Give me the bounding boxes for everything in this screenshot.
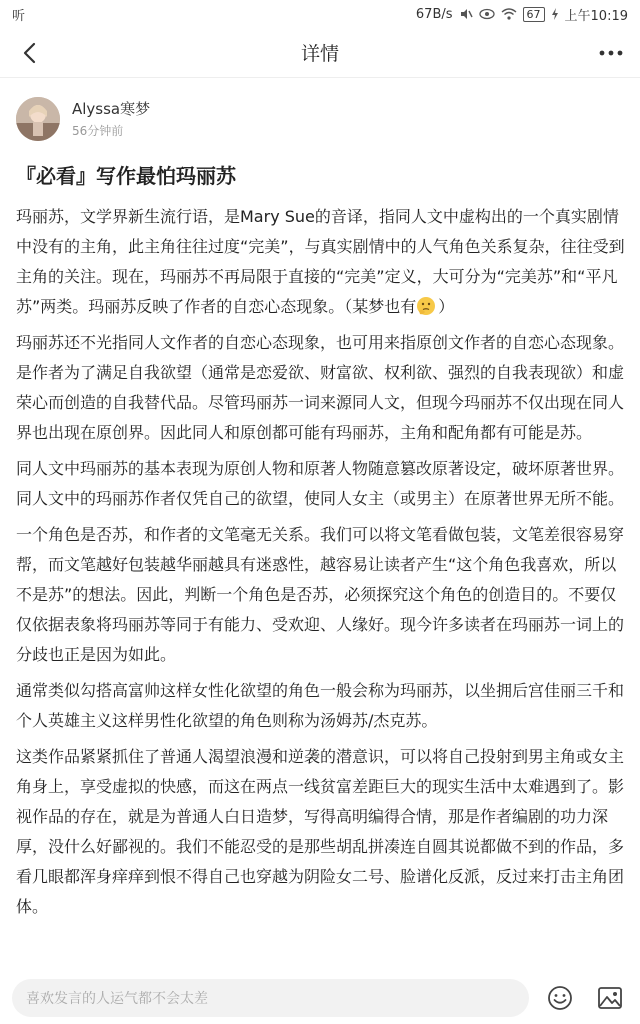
post-paragraph: 玛丽苏还不光指同人文作者的自恋心态现象，也可用来指原创文作者的自恋心态现象。是作者为了满足自我欲望（通常是恋爱欲、财富欲、权利欲、强烈的自我表现欲）和虚荣心而创造的自我替代品。尽管玛丽苏一词来源同人文，但现今玛丽苏不仅出现在同人界也出现在原创界。因此同人和原创都可能有玛丽苏，主角和配角都有可能是苏。 bbox=[16, 333, 625, 442]
mute-icon bbox=[459, 7, 473, 21]
battery-indicator: 67 bbox=[523, 7, 545, 22]
paragraph-text: 玛丽苏，文学界新生流行语，是Mary Sue的音译，指同人文中虚构出的一个真实剧情中没有的主角，此主角往往过度“完美”，与真实剧情中的人气角色关系复杂，往往受到主角的关注。现在，玛丽苏不再局限于直接的“完美”定义，大可分为“完美苏”和“平凡苏”两类。玛丽苏反映了作者的自恋心态现象。（某梦也有 bbox=[16, 207, 625, 316]
status-bar bbox=[0, 0, 640, 28]
post-paragraph: 一个角色是否苏，和作者的文笔毫无关系。我们可以将文笔看做包装，文笔差很容易穿帮，而文笔越好包装越华丽越具有迷惑性，越容易让读者产生“这个角色我喜欢，所以不是苏”的想法。因此，判断一个角色是否苏，必须探究这个角色的创造目的。不要仅仅依据表象将玛丽苏等同于有能力、受欢迎、人缘好。现今许多读者在玛丽苏一词上的分歧也正是因为如此。 bbox=[16, 525, 625, 664]
comment-input[interactable] bbox=[12, 979, 529, 1017]
thinking-face-icon bbox=[416, 296, 436, 316]
emoji-button[interactable] bbox=[543, 980, 579, 1016]
charging-icon bbox=[551, 8, 559, 20]
paragraph-tail: ） bbox=[438, 297, 455, 316]
nav-bar bbox=[0, 28, 640, 78]
network-speed: 67B/s bbox=[415, 6, 453, 22]
more-button[interactable] bbox=[596, 38, 626, 68]
smiley-icon bbox=[547, 985, 573, 1011]
more-dots-icon bbox=[599, 50, 623, 56]
post-body bbox=[16, 202, 626, 928]
avatar-image bbox=[16, 97, 60, 141]
post-paragraph bbox=[16, 202, 626, 322]
post-paragraph: 通常类似勾搭高富帅这样女性化欲望的角色一般会称为玛丽苏，以坐拥后宫佳丽三千和个人英雄主义这样男性化欲望的角色则称为汤姆苏/杰克苏。 bbox=[16, 681, 625, 730]
image-button[interactable] bbox=[592, 980, 628, 1016]
post-time: 56分钟前 bbox=[72, 123, 124, 138]
post-paragraph: 这类作品紧紧抓住了普通人渴望浪漫和逆袭的潜意识，可以将自己投射到男主角或女主角身上，享受虚拟的快感，而这在两点一线贫富差距巨大的现实生活中太难遇到了。影视作品的存在，就是为普通人白日造梦，写得高明编得合情，那是作者编剧的功力深厚，没什么好鄙视的。我们不能忍受的是那些胡乱拼凑连自圆其说都做不到的作品，多看几眼都浑身痒痒到恨不得自己也穿越为阴险女二号、脸谱化反派，反过来打击主角团体。 bbox=[16, 747, 625, 916]
chevron-left-icon bbox=[22, 42, 36, 64]
back-button[interactable] bbox=[14, 38, 44, 68]
page-title: 详情 bbox=[300, 43, 339, 65]
status-left bbox=[12, 5, 25, 24]
status-right bbox=[416, 5, 628, 24]
image-icon bbox=[597, 986, 623, 1010]
wifi-icon bbox=[501, 8, 517, 20]
status-time: 上午10:19 bbox=[564, 8, 628, 24]
author-name[interactable]: Alyssa寒梦 bbox=[72, 99, 151, 118]
post-paragraph: 同人文中玛丽苏的基本表现为原创人物和原著人物随意篡改原著设定，破坏原著世界。同人文中的玛丽苏作者仅凭自己的欲望，使同人女主（或男主）在原著世界无所不能。 bbox=[16, 459, 625, 508]
listen-icon: 听 bbox=[12, 8, 26, 24]
comment-placeholder: 喜欢发言的人运气都不会太差 bbox=[26, 991, 208, 1007]
comment-bar bbox=[0, 972, 640, 1024]
eye-icon bbox=[479, 8, 495, 20]
post-title: 『必看』写作最怕玛丽苏 bbox=[16, 164, 236, 188]
author-info bbox=[16, 94, 150, 144]
author-meta bbox=[72, 99, 150, 140]
avatar[interactable] bbox=[16, 97, 60, 141]
